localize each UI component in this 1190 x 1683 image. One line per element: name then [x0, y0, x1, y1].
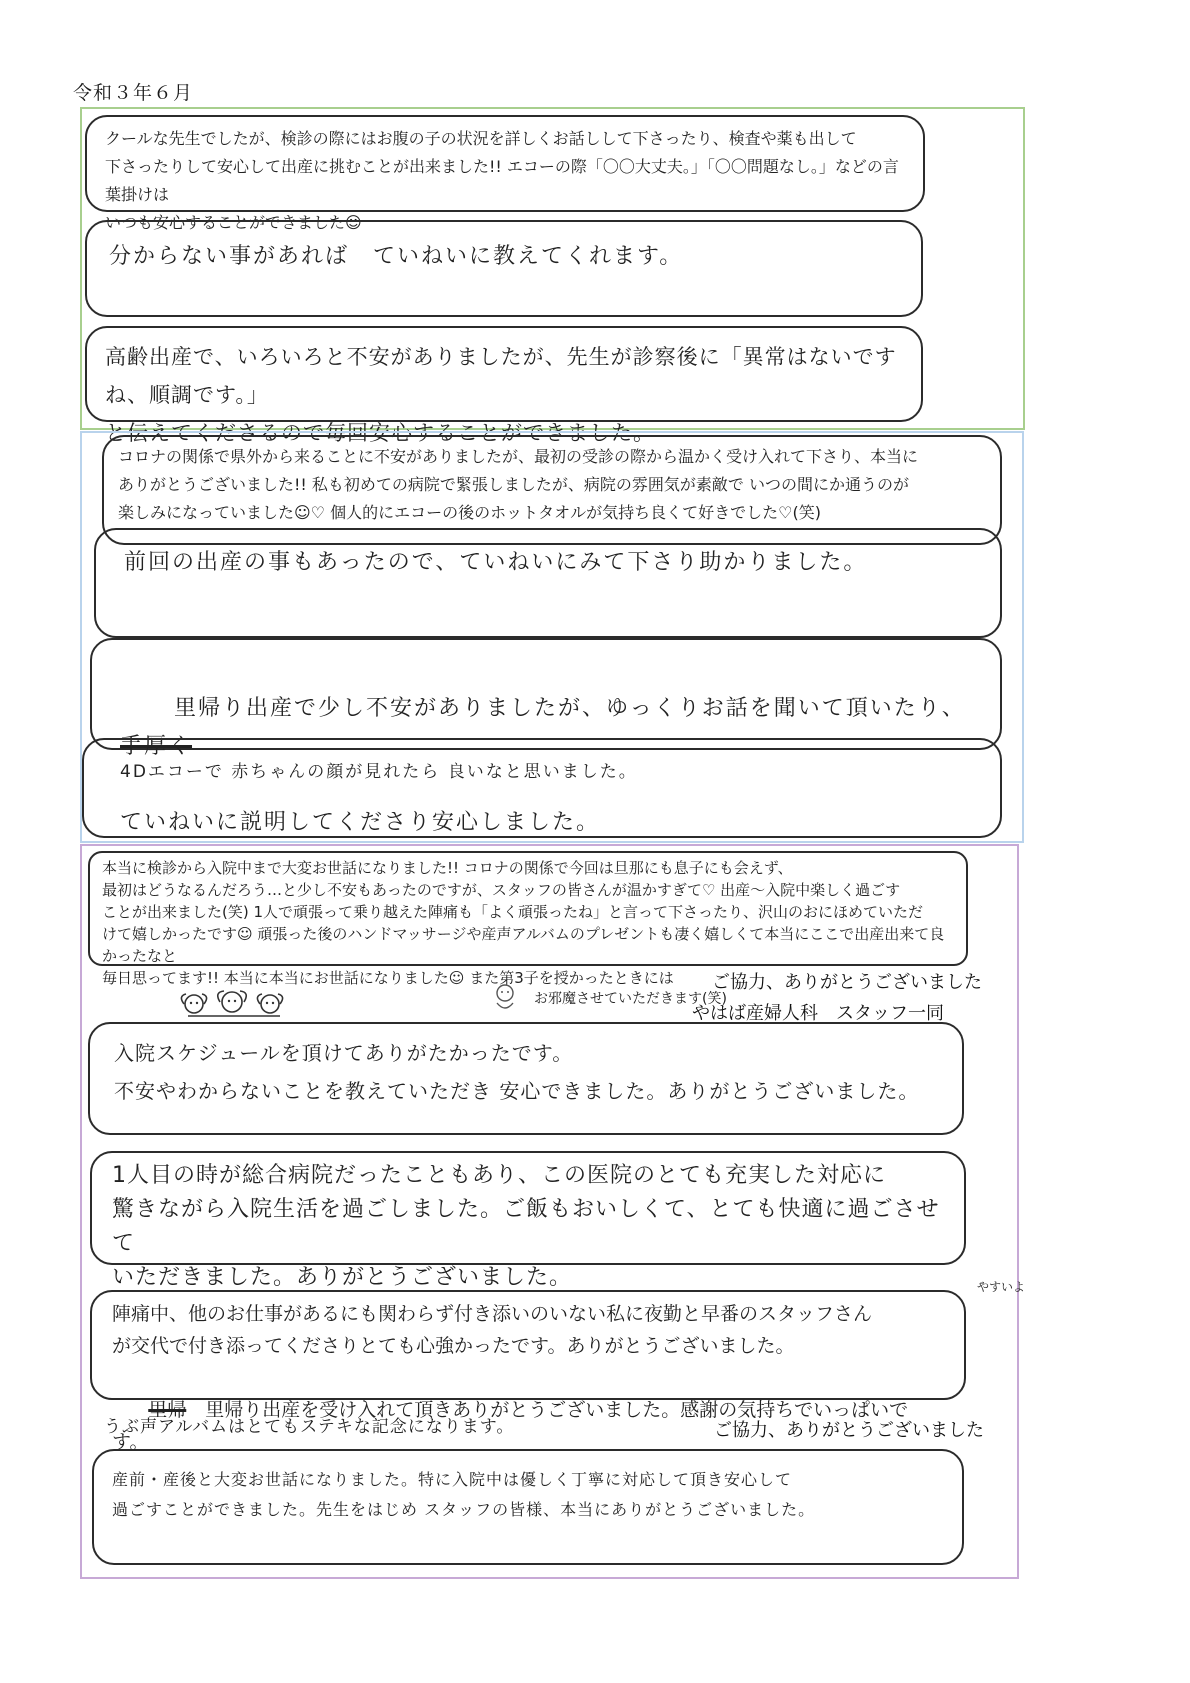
struck-text: 里帰: [148, 1399, 187, 1421]
comment-line: が交代で付き添ってくださりとても心強かったです。ありがとうございました。: [112, 1335, 795, 1357]
comment-text: 入院スケジュールを頂けてありがたかったです。 不安やわからないことを教えていただき 安心できました。ありがとうございました。: [114, 1041, 920, 1103]
handwritten-note: うぶ声アルバムはとてもステキな記念になります。: [104, 1417, 515, 1437]
comment-card: [92, 1449, 964, 1565]
document-date: 令和３年６月: [73, 82, 194, 104]
margin-note: やすいよ: [977, 1280, 1026, 1294]
flower-faces-icon: [174, 986, 294, 1020]
comment-section-blue: [80, 431, 1024, 843]
staff-reply: ご協力、ありがとうございました: [714, 1420, 984, 1440]
comment-text: 分からない事があれば ていねいに教えてくれます。: [109, 244, 684, 269]
comment-line: 陣痛中、他のお仕事があるにも関わらず付き添いのいない私に夜勤と早番のスタッフさん: [112, 1303, 873, 1325]
staff-signature: やはば産婦人科 スタッフ一同: [692, 1003, 944, 1023]
baby-doodle-icon: [490, 981, 520, 1015]
comment-card: [88, 1022, 964, 1135]
comment-text: クールな先生でしたが、検診の際にはお腹の子の状況を詳しくお話しして下さったり、検査や薬も出して 下さったりして安心して出産に挑むことが出来ました!! エコーの際「〇〇大丈夫。」「〇〇問題なし。」などの言葉掛けは いつも安心することができました☺: [105, 129, 899, 232]
comment-text: 本当に検診から入院中まで大変お世話になりました!! コロナの関係で今回は旦那にも息子にも会えず、 最初はどうなるんだろう…と少し不安もあったのですが、スタッフの皆さんが温かすぎて♡ 出産～入院中楽しく過ごす ことが出来ました(笑) 1人で頑張って乗り越えた陣痛も「よく頑張ったね」と言って下さったり、沢山のおにほめていただ けて嬉しかったです☺ 頑張った後のハンドマッサージや産声アルバムのプレゼントも凄く嬉しくて本当にここで出産出来て良かったなと 毎日思ってます!! 本当に本当にお世話になりました☺ また第3子を授かったときには: [102, 859, 945, 987]
comment-line: 里帰り出産を受け入れて頂きありがとうございました。感謝の気持ちでいっぱいです。: [112, 1399, 909, 1453]
comment-text: 1人目の時が総合病院だったこともあり、この医院のとても充実した対応に 驚きながら入院生活を過ごしました。ご飯もおいしくて、とても快適に過ごさせて いただきました。ありがとうございました。: [112, 1163, 940, 1290]
comment-text: 高齢出産で、いろいろと不安がありましたが、先生が診察後に「異常はないですね、順調です。」 と伝えてくださるので毎回安心することができました。: [105, 345, 897, 445]
handwritten-note: お邪魔させていただきます(笑): [534, 991, 727, 1007]
comment-text: コロナの関係で県外から来ることに不安がありましたが、最初の受診の際から温かく受け入れて下さり、本当に ありがとうございました!! 私も初めての病院で緊張しましたが、病院の雰囲気が素敵で いつの間にか通うのが 楽しみになっていました☺♡ 個人的にエコーの後のホットタオルが気持ち良くて好きでした♡(笑): [118, 447, 919, 522]
comment-card: [90, 1151, 966, 1290]
comment-card: [85, 115, 925, 232]
comment-text: 産前・産後と大変お世話になりました。特に入院中は優しく丁寧に対応して頂き安心して 過ごすことができました。先生をはじめ スタッフの皆様、本当にありがとうございました。: [112, 1470, 816, 1519]
struck-text: 手厚く: [120, 734, 193, 759]
comment-section-green: [80, 107, 1025, 445]
comment-text: 4Dエコーで 赤ちゃんの顔が見れたら 良いなと思いました。: [120, 762, 638, 782]
comment-card: [85, 326, 923, 445]
comment-text: 前回の出産の事もあったので、ていねいにみて下さり助かりました。: [124, 550, 868, 575]
comment-card: [82, 738, 1002, 838]
comment-card: [94, 528, 1002, 638]
comment-card: [85, 220, 923, 317]
comment-line: ていねいに説明してくださり安心しました。: [120, 810, 601, 835]
comment-section-purple: [80, 844, 1026, 1579]
comment-line: 里帰り出産で少し不安がありましたが、ゆっくりお話を聞いて頂いたり、: [173, 696, 966, 721]
staff-reply: ご協力、ありがとうございました: [712, 972, 982, 992]
